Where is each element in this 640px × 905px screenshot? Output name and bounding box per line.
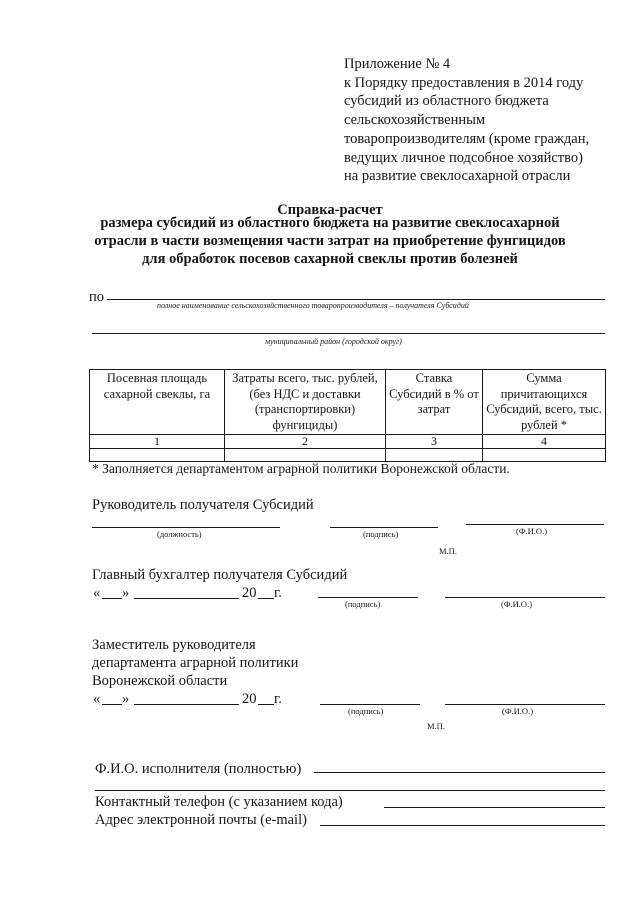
deputy-line: департамента аграрной политики: [92, 655, 299, 671]
executor-label: Ф.И.О. исполнителя (полностью): [95, 761, 302, 777]
document-title-line: для обработок посевов сахарной свеклы против болезней: [142, 251, 518, 267]
document-heading: Справка-расчет: [277, 202, 383, 218]
accountant-year-prefix: 20: [242, 585, 257, 601]
annex-line: сельскохозяйственным: [344, 112, 486, 129]
table-header-sum: Сумма причитающихся Субсидий, всего, тыс. рублей *: [483, 370, 606, 435]
table-col-number: 2: [225, 435, 386, 449]
head-position-line[interactable]: [92, 527, 280, 528]
document-title-line: размера субсидий из областного бюджета на развитие свеклосахарной: [100, 215, 560, 231]
deputy-fio-caption: (Ф.И.О.): [502, 706, 534, 716]
annex-line: Приложение № 4: [344, 56, 451, 72]
seal-mark: М.П.: [427, 721, 445, 731]
table-header-area: Посевная площадь сахарной свеклы, га: [90, 370, 225, 435]
email-label: Адрес электронной почты (e-mail): [95, 812, 307, 828]
accountant-date-close: »: [122, 585, 130, 601]
table-header-costs: Затраты всего, тыс. рублей, (без НДС и доставки (транспортировки) фунгициды): [225, 370, 386, 435]
phone-line[interactable]: [384, 807, 605, 808]
head-label: Руководитель получателя Субсидий: [92, 497, 314, 513]
calculation-table: [89, 369, 606, 462]
deputy-year-suffix: г.: [274, 691, 282, 707]
recipient-name-line[interactable]: [107, 299, 605, 300]
phone-label: Контактный телефон (с указанием кода): [95, 794, 343, 810]
deputy-day-line[interactable]: [102, 704, 122, 705]
accountant-day-line[interactable]: [102, 598, 122, 599]
head-fio-line[interactable]: [466, 524, 604, 525]
accountant-label: Главный бухгалтер получателя Субсидий: [92, 567, 348, 583]
document-title-line: отрасли в части возмещения части затрат на приобретение фунгицидов: [94, 233, 566, 249]
table-col-number: 4: [483, 435, 606, 449]
deputy-date-close: »: [122, 691, 130, 707]
accountant-month-line[interactable]: [134, 598, 239, 599]
accountant-signature-line[interactable]: [318, 597, 418, 598]
annex-line: к Порядку предоставления в 2014 году: [344, 74, 584, 91]
deputy-year-line[interactable]: [258, 704, 274, 705]
executor-extra-line[interactable]: [95, 790, 605, 791]
district-caption: муниципальный район (городской округ): [265, 337, 402, 346]
head-position-caption: (должность): [157, 529, 202, 539]
executor-line[interactable]: [314, 772, 605, 773]
head-signature-line[interactable]: [330, 527, 438, 528]
table-col-number: 3: [386, 435, 483, 449]
head-fio-caption: (Ф.И.О.): [516, 526, 548, 536]
deputy-fio-line[interactable]: [445, 704, 605, 705]
footnote: * Заполняется департаментом аграрной политики Воронежской области.: [92, 461, 510, 476]
deputy-line: Воронежской области: [92, 673, 228, 689]
annex-line: товаропроизводителям (кроме граждан,: [344, 130, 590, 147]
email-line[interactable]: [320, 825, 605, 826]
deputy-signature-caption: (подпись): [348, 706, 384, 716]
recipient-prefix: по: [89, 289, 105, 305]
deputy-date-open: «: [93, 691, 101, 707]
annex-line: ведущих личное подсобное хозяйство): [344, 149, 583, 166]
deputy-month-line[interactable]: [134, 704, 239, 705]
annex-line: субсидий из областного бюджета: [344, 93, 549, 110]
recipient-name-caption: полное наименование сельскохозяйственного товаропроизводителя – получателя Субсидий: [157, 301, 469, 310]
accountant-year-line[interactable]: [258, 598, 274, 599]
annex-block: [344, 55, 589, 186]
accountant-fio-caption: (Ф.И.О.): [501, 599, 533, 609]
deputy-signature-line[interactable]: [320, 704, 420, 705]
seal-mark: М.П.: [439, 546, 457, 556]
accountant-date-open: «: [93, 585, 101, 601]
table-col-number: 1: [90, 435, 225, 449]
head-signature-caption: (подпись): [363, 529, 399, 539]
accountant-signature-caption: (подпись): [345, 599, 381, 609]
accountant-fio-line[interactable]: [445, 597, 605, 598]
district-line[interactable]: [92, 333, 605, 334]
accountant-year-suffix: г.: [274, 585, 282, 601]
deputy-year-prefix: 20: [242, 691, 257, 707]
deputy-line: Заместитель руководителя: [92, 637, 256, 653]
annex-line: на развитие свеклосахарной отрасли: [344, 168, 571, 185]
table-header-rate: Ставка Субсидий в % от затрат: [386, 370, 483, 435]
